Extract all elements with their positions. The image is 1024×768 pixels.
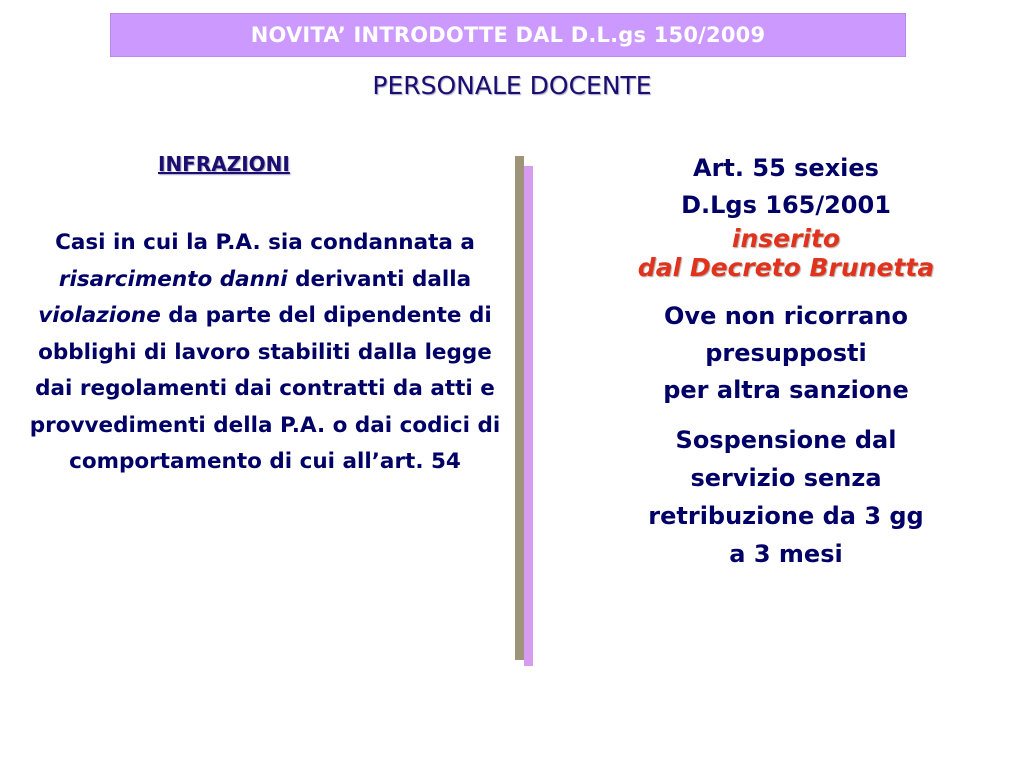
article-line-1: Art. 55 sexies: [693, 154, 879, 182]
sanction-text: [580, 421, 992, 573]
banner-title: NOVITA’ INTRODOTTE DAL D.L.gs 150/2009: [250, 23, 766, 47]
title-banner: [110, 13, 906, 57]
sanction-line: servizio senza: [690, 464, 882, 492]
infractions-description: [22, 225, 508, 481]
infractions-heading: INFRAZIONI: [158, 152, 290, 176]
column-divider-shadow: [515, 156, 524, 660]
condition-line: Ove non ricorrano: [664, 302, 908, 330]
description-text-2: derivanti dalla: [287, 266, 472, 292]
decree-note-line-1: inserito: [731, 224, 841, 253]
sanction-column: [580, 150, 992, 573]
description-text-3: da parte del dipendente di obblighi di lavoro stabiliti dalla legge dai regolamenti dai contratti da atti e provvedimenti della P.A. o dai codici di comportamento di cui all’art. 54: [29, 303, 501, 474]
condition-line: presupposti: [705, 339, 867, 367]
decree-note-line-2: dal Decreto Brunetta: [637, 253, 935, 282]
sanction-line: a 3 mesi: [729, 540, 843, 568]
column-divider: [524, 166, 533, 666]
sanction-line: retribuzione da 3 gg: [648, 502, 924, 530]
sanction-line: Sospensione dal: [675, 426, 897, 454]
decree-note: [580, 224, 992, 282]
description-emphasis-1: risarcimento danni: [58, 266, 288, 292]
condition-line: per altra sanzione: [663, 376, 909, 404]
condition-text: [580, 298, 992, 409]
description-emphasis-2: violazione: [38, 303, 161, 328]
page-subtitle: PERSONALE DOCENTE: [372, 71, 652, 100]
description-text-1: Casi in cui la P.A. sia condannata a: [55, 230, 475, 255]
article-line-2: D.Lgs 165/2001: [681, 191, 891, 219]
article-reference: [580, 150, 992, 224]
